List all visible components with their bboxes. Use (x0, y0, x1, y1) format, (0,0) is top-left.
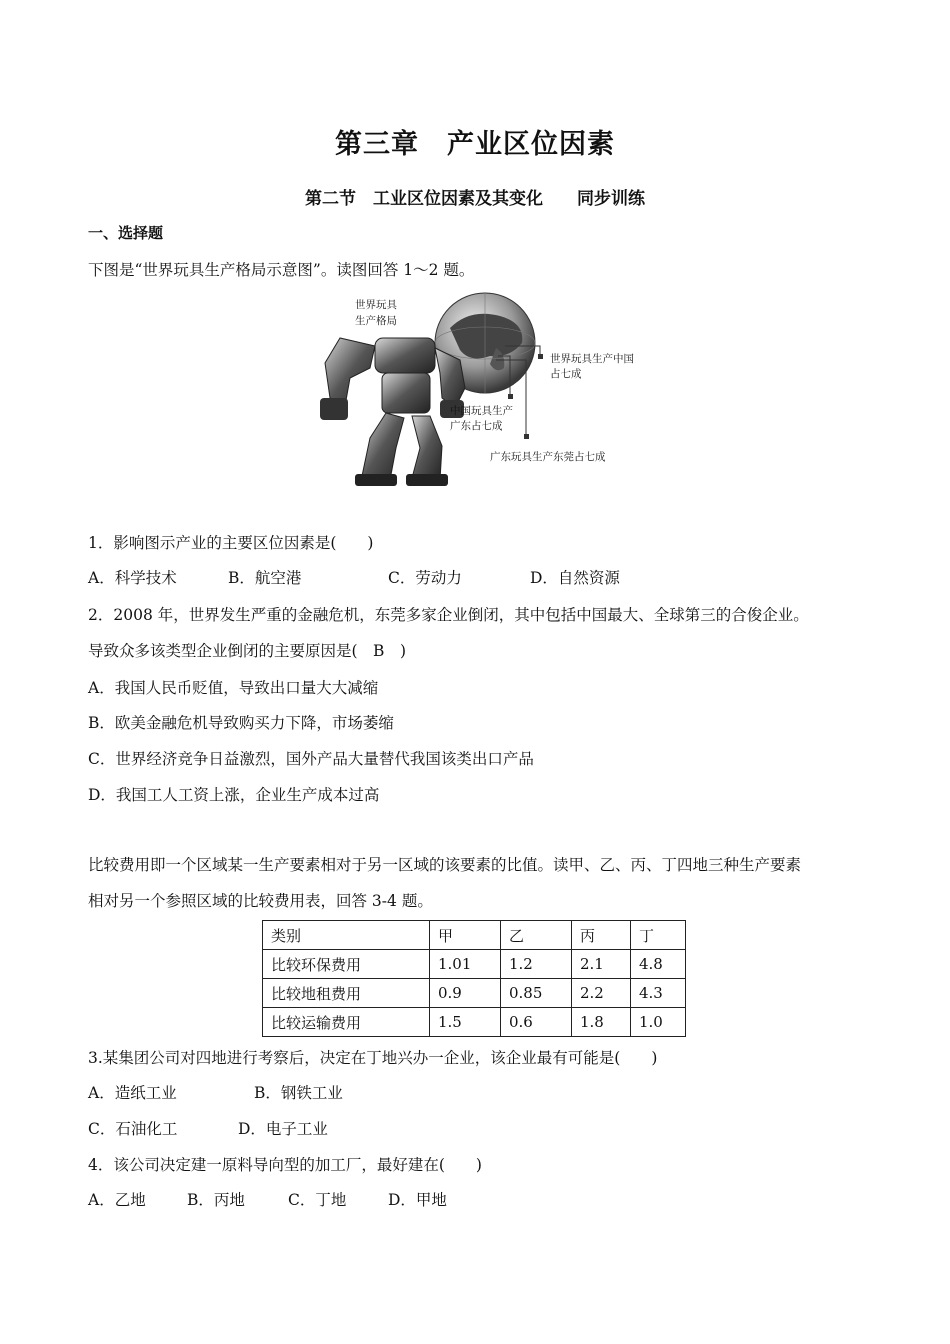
q2-option-d: D．我国工人工资上涨，企业生产成本过高 (88, 786, 380, 804)
table-cell: 比较运输费用 (263, 1008, 430, 1037)
header-ding: 丁 (631, 921, 686, 950)
figure-intro: 下图是“世界玩具生产格局示意图”。读图回答 1～2 题。 (88, 261, 475, 279)
q2-stem-line1: 2．2008 年，世界发生严重的金融危机，东莞多家企业倒闭，其中包括中国最大、全球第三的合俊企业。 (88, 606, 809, 624)
q4-stem: 4．该公司决定建一原料导向型的加工厂，最好建在( ) (88, 1156, 482, 1174)
q3-option-a: A．造纸工业 (88, 1084, 177, 1102)
q1-option-c: C．劳动力 (388, 569, 462, 587)
header-yi: 乙 (501, 921, 572, 950)
table-cell: 1.5 (430, 1008, 501, 1037)
table-cell: 2.2 (572, 979, 631, 1008)
section-title: 第二节 工业区位因素及其变化 同步训练 (305, 189, 645, 209)
q4-option-a: A．乙地 (88, 1191, 146, 1209)
figure-title-line1: 世界玩具 (355, 299, 397, 311)
q1-stem: 1．影响图示产业的主要区位因素是( ) (88, 534, 374, 552)
table-cell: 比较地租费用 (263, 979, 430, 1008)
table-cell: 0.9 (430, 979, 501, 1008)
q3-option-c: C．石油化工 (88, 1120, 178, 1138)
q2-stem-line2: 导致众多该类型企业倒闭的主要原因是( B ) (88, 642, 406, 660)
table-cell: 比较环保费用 (263, 950, 430, 979)
robot-and-globe-illustration (300, 288, 650, 498)
table-row (263, 950, 686, 979)
header-category: 类别 (263, 921, 430, 950)
table-cell: 1.01 (430, 950, 501, 979)
q3-option-d: D．电子工业 (238, 1120, 328, 1138)
header-jia: 甲 (430, 921, 501, 950)
table-header-row (263, 921, 686, 950)
comparison-cost-table (262, 920, 686, 1037)
q4-option-b: B．丙地 (187, 1191, 245, 1209)
q4-option-d: D．甲地 (388, 1191, 447, 1209)
table-cell: 2.1 (572, 950, 631, 979)
q2-option-a: A．我国人民币贬值，导致出口量大大减缩 (88, 679, 379, 697)
table-cell: 0.85 (501, 979, 572, 1008)
table-row (263, 1008, 686, 1037)
q1-option-a: A．科学技术 (88, 569, 177, 587)
table-intro-line2: 相对另一个参照区域的比较费用表，回答 3-4 题。 (88, 892, 433, 910)
q3-option-b: B．钢铁工业 (254, 1084, 343, 1102)
chapter-title: 第三章 产业区位因素 (335, 129, 615, 160)
q4-option-c: C．丁地 (288, 1191, 347, 1209)
table-cell: 1.2 (501, 950, 572, 979)
table-intro-line1: 比较费用即一个区域某一生产要素相对于另一区域的该要素的比值。读甲、乙、丙、丁四地三种生产要素 (88, 856, 802, 874)
toy-production-figure (300, 288, 650, 498)
q1-option-d: D．自然资源 (530, 569, 620, 587)
callout-china-guangdong: 中国玩具生产 (450, 405, 513, 417)
table-cell: 0.6 (501, 1008, 572, 1037)
section-heading: 一、选择题 (88, 224, 164, 242)
q3-stem: 3.某集团公司对四地进行考察后，决定在丁地兴办一企业，该企业最有可能是( ) (88, 1049, 658, 1067)
table-cell: 1.8 (572, 1008, 631, 1037)
figure-title-line2: 生产格局 (355, 315, 397, 327)
table-row (263, 979, 686, 1008)
callout-world-china-2: 占七成 (550, 368, 582, 380)
q2-option-b: B．欧美金融危机导致购买力下降，市场萎缩 (88, 714, 394, 732)
callout-world-china: 世界玩具生产中国 (550, 353, 634, 365)
header-bing: 丙 (572, 921, 631, 950)
callout-china-guangdong-2: 广东占七成 (450, 420, 503, 432)
table-cell: 1.0 (631, 1008, 686, 1037)
table-cell: 4.8 (631, 950, 686, 979)
q2-option-c: C．世界经济竞争日益激烈，国外产品大量替代我国该类出口产品 (88, 750, 534, 768)
q1-option-b: B．航空港 (228, 569, 302, 587)
callout-guangdong-dongguan: 广东玩具生产东莞占七成 (490, 451, 606, 463)
table-cell: 4.3 (631, 979, 686, 1008)
